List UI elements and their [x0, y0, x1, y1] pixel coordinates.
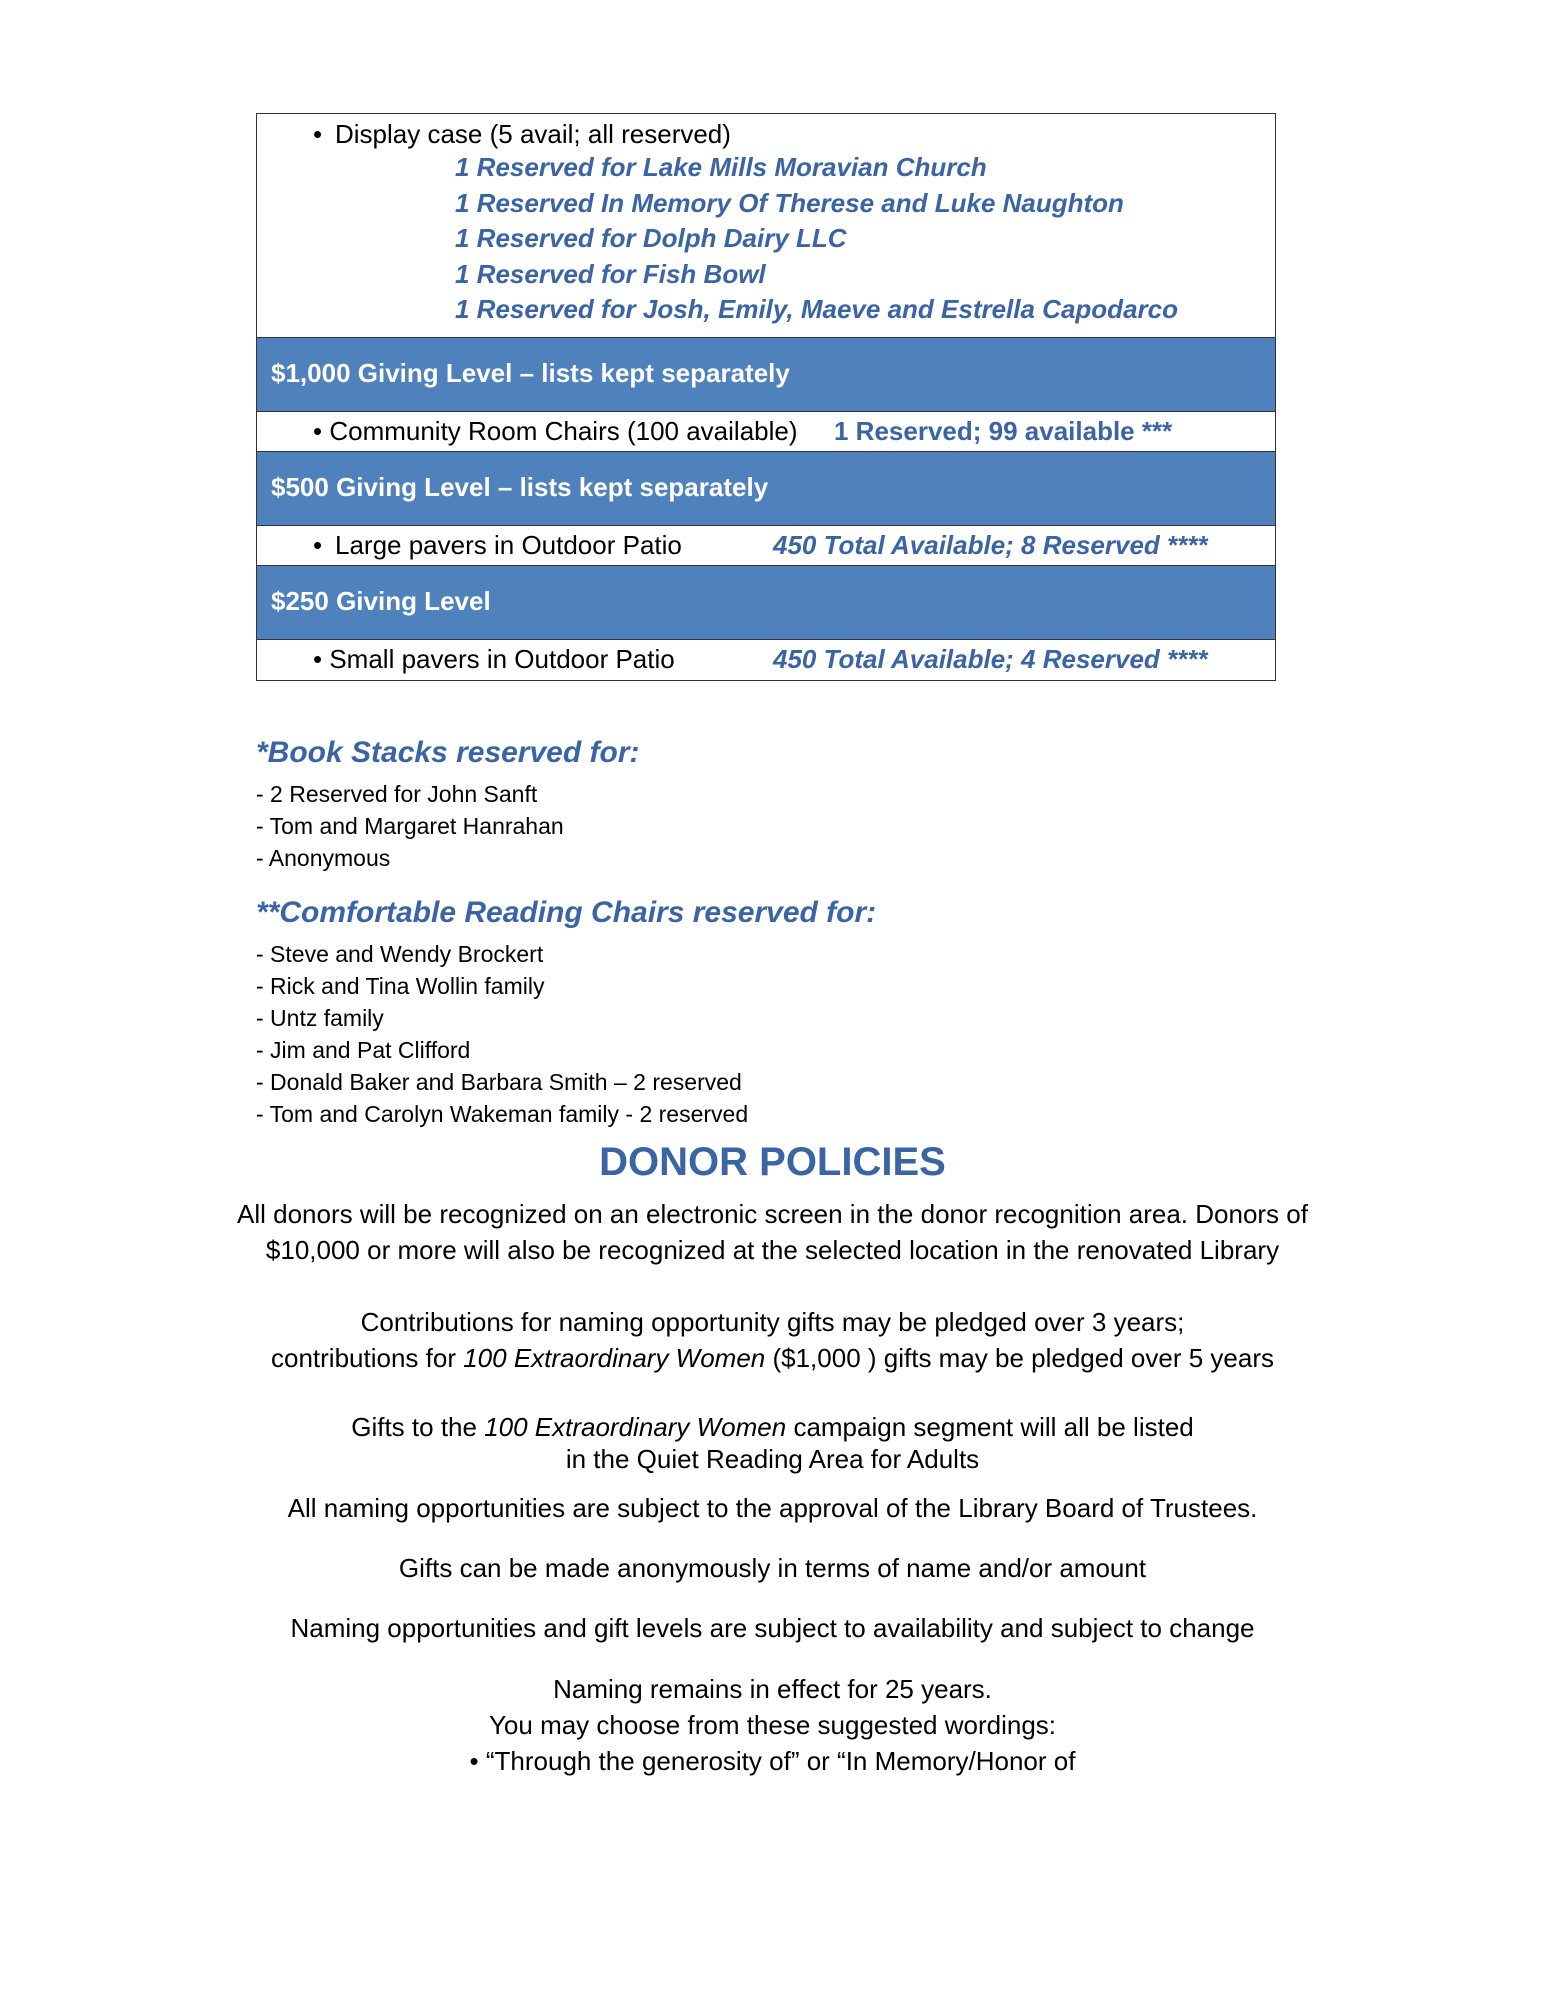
level-1000-item-row — [257, 412, 1275, 452]
policy-recognition — [0, 1196, 1545, 1268]
level-500-item-row — [257, 526, 1275, 566]
reading-chairs-list — [256, 938, 748, 1130]
bullet-icon: • — [313, 644, 330, 674]
level-250-header: $250 Giving Level — [257, 566, 1275, 640]
level-1000-header: $1,000 Giving Level – lists kept separately — [257, 338, 1275, 412]
policy-anonymous: Gifts can be made anonymously in terms of name and/or amount — [398, 1553, 1147, 1583]
display-case-row — [257, 114, 1275, 338]
donor-policies-title: DONOR POLICIES — [599, 1140, 946, 1184]
reservation-line: 1 Reserved for Josh, Emily, Maeve and Estrella Capodarco — [455, 294, 1178, 324]
policy-line: All donors will be recognized on an electronic screen in the donor recognition area. Donors of — [237, 1199, 1308, 1229]
item-label: Community Room Chairs (100 available) — [329, 416, 798, 446]
policy-line — [0, 1340, 1545, 1376]
list-item: - Untz family — [256, 1005, 384, 1031]
book-stacks-list — [256, 778, 564, 874]
policy-line: Naming remains in effect for 25 years. — [553, 1674, 992, 1704]
level-1000-note: 1 Reserved; 99 available *** — [834, 416, 1173, 446]
campaign-name: 100 Extraordinary Women — [463, 1343, 766, 1373]
level-500-note: 450 Total Available; 8 Reserved **** — [773, 530, 1208, 560]
level-1000-item — [313, 412, 798, 450]
campaign-name: 100 Extraordinary Women — [484, 1412, 787, 1442]
reading-chairs-heading: **Comfortable Reading Chairs reserved for: — [256, 896, 877, 929]
reservation-line: 1 Reserved In Memory Of Therese and Luke Naughton — [455, 187, 1124, 218]
level-250-note: 450 Total Available; 4 Reserved **** — [773, 644, 1208, 674]
suggested-wording: “Through the generosity of” or “In Memory/Honor of — [485, 1746, 1076, 1776]
policy-line — [0, 1411, 1545, 1443]
bullet-icon: • — [469, 1746, 486, 1776]
policy-listing — [0, 1411, 1545, 1475]
list-item: - Steve and Wendy Brockert — [256, 941, 544, 967]
display-case-reservations — [455, 150, 1178, 328]
item-label: Small pavers in Outdoor Patio — [329, 644, 675, 674]
policy-line: $10,000 or more will also be recognized at the selected location in the renovated Library — [265, 1235, 1280, 1265]
list-item: - Rick and Tina Wollin family — [256, 973, 545, 999]
list-item: - 2 Reserved for John Sanft — [256, 781, 538, 807]
text-span: campaign segment will all be listed — [786, 1412, 1194, 1442]
policy-line: You may choose from these suggested wordings: — [488, 1710, 1057, 1740]
list-item: - Donald Baker and Barbara Smith – 2 reserved — [256, 1069, 742, 1095]
bullet-icon: • — [313, 119, 323, 149]
level-250-item-row — [257, 640, 1275, 680]
text-span: ($1,000 ) gifts may be pledged over 5 years — [765, 1343, 1274, 1373]
reservation-line: 1 Reserved for Fish Bowl — [455, 258, 766, 289]
text-span: contributions for — [271, 1343, 464, 1373]
level-500-item — [313, 526, 682, 564]
policy-availability: Naming opportunities and gift levels are subject to availability and subject to change — [290, 1613, 1255, 1643]
policy-naming-term — [0, 1671, 1545, 1779]
bullet-icon: • — [313, 530, 323, 560]
display-case-item — [313, 116, 731, 152]
display-case-label: Display case (5 avail; all reserved) — [335, 119, 731, 149]
item-label: Large pavers in Outdoor Patio — [335, 530, 682, 560]
policy-pledges — [0, 1304, 1545, 1376]
level-250-item — [313, 640, 675, 678]
giving-levels-table — [256, 113, 1276, 681]
list-item: - Tom and Margaret Hanrahan — [256, 813, 564, 839]
level-500-header: $500 Giving Level – lists kept separately — [257, 452, 1275, 526]
list-item: - Anonymous — [256, 845, 391, 871]
list-item: - Jim and Pat Clifford — [256, 1037, 471, 1063]
list-item: - Tom and Carolyn Wakeman family - 2 reserved — [256, 1101, 749, 1127]
policy-line — [0, 1743, 1545, 1779]
policy-line: in the Quiet Reading Area for Adults — [565, 1444, 980, 1474]
reservation-line: 1 Reserved for Lake Mills Moravian Church — [455, 152, 987, 182]
bullet-icon: • — [313, 416, 330, 446]
book-stacks-heading: *Book Stacks reserved for: — [256, 736, 640, 769]
text-span: Gifts to the — [351, 1412, 485, 1442]
policy-line: Contributions for naming opportunity gifts may be pledged over 3 years; — [360, 1307, 1185, 1337]
policy-approval: All naming opportunities are subject to the approval of the Library Board of Trustees. — [287, 1493, 1258, 1523]
reservation-line: 1 Reserved for Dolph Dairy LLC — [455, 223, 847, 253]
